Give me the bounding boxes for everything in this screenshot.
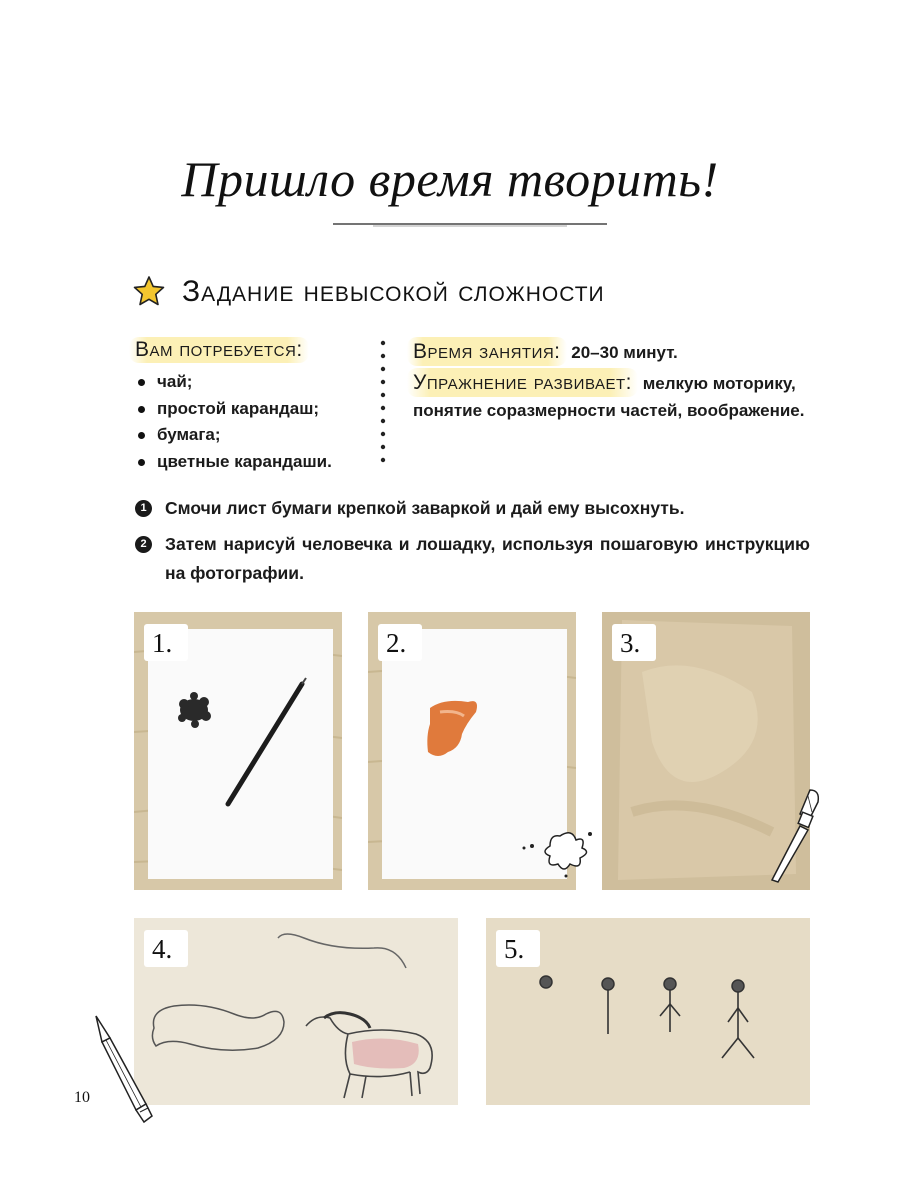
- photo-label: 4.: [144, 930, 188, 967]
- step-text: Затем нарисуй человечка и лошадку, используя пошаговую инструкцию на фотографии.: [165, 534, 810, 583]
- photo-5: [486, 918, 810, 1105]
- info-block: [413, 337, 808, 426]
- time-label: Время занятия:: [407, 337, 567, 366]
- dotted-divider: [380, 340, 386, 464]
- photo-label: 5.: [496, 930, 540, 967]
- step-marker: 1: [135, 500, 152, 517]
- page-number: 10: [74, 1089, 90, 1106]
- pencil-icon: [88, 1012, 164, 1124]
- step-text: Смочи лист бумаги крепкой заваркой и дай ему высохнуть.: [165, 498, 685, 518]
- step-1: [135, 494, 810, 523]
- splash-icon: [520, 824, 594, 878]
- requirements-list: [135, 369, 370, 475]
- requirements-heading: Вам потребуется:: [129, 337, 309, 363]
- photo-label: 1.: [144, 624, 188, 661]
- paintbrush-icon: [766, 784, 826, 884]
- title-underline: [333, 221, 607, 227]
- time-value: 20–30 минут.: [571, 343, 678, 362]
- page-title: Пришло время творить!: [181, 151, 719, 207]
- photo-1: [134, 612, 342, 890]
- list-item: чай;: [135, 369, 370, 396]
- photo-label: 3.: [612, 624, 656, 661]
- develops-label: Упражнение развивает:: [407, 368, 638, 397]
- photo-4: [134, 918, 458, 1105]
- list-item: бумага;: [135, 422, 370, 449]
- star-icon: [133, 275, 165, 307]
- step-marker: 2: [135, 536, 152, 553]
- list-item: цветные карандаши.: [135, 449, 370, 476]
- difficulty-heading: Задание невысокой сложности: [182, 275, 605, 308]
- requirements-block: [135, 337, 370, 475]
- develops-value: мелкую моторику, понятие соразмерности частей, воображение.: [413, 374, 805, 420]
- instructions: [135, 494, 810, 595]
- list-item: простой карандаш;: [135, 396, 370, 423]
- photo-label: 2.: [378, 624, 422, 661]
- step-2: [135, 530, 810, 588]
